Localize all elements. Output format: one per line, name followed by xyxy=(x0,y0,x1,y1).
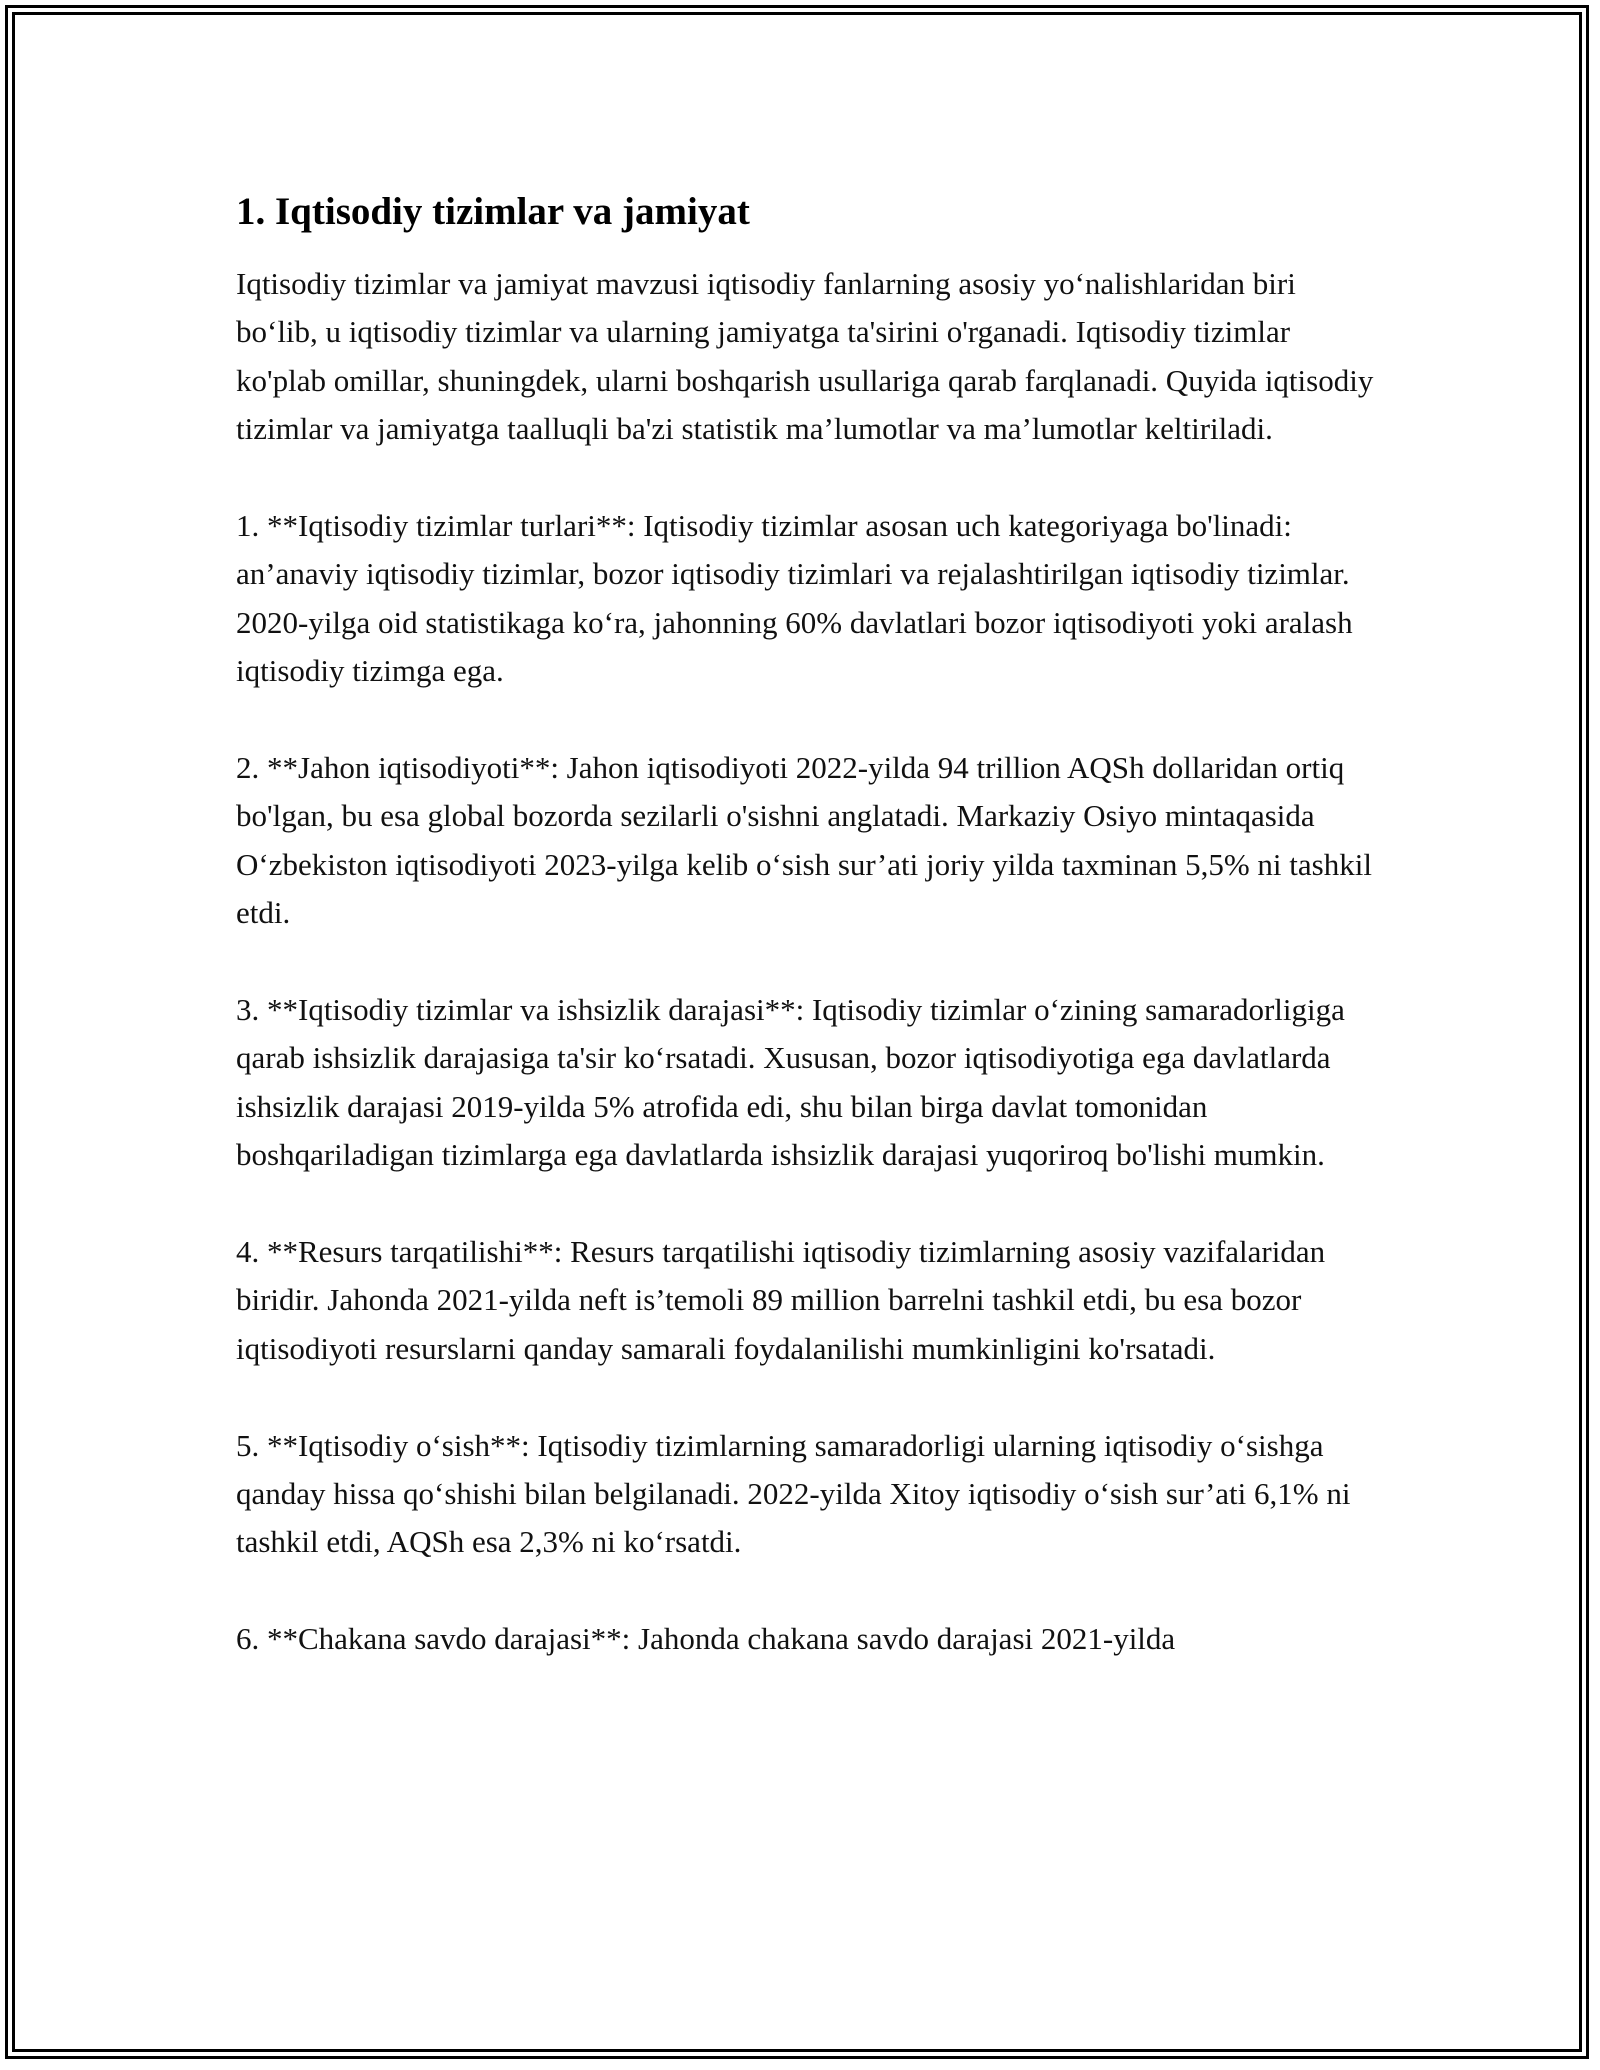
paragraph-unemployment: 3. **Iqtisodiy tizimlar va ishsizlik darajasi**: Iqtisodiy tizimlar o‘zining samaradorligiga qarab ishsizlik darajasiga ta'sir ko‘rsatadi. Xususan, bozor iqtisodiyotiga ega davlatlarda ishsizlik darajasi 2019-yilda 5% atrofida edi, shu bilan birga davlat tomonidan boshqariladigan tizimlarga ega davlatlarda ishsizlik darajasi yuqoriroq bo'lishi mumkin. xyxy=(236,992,1345,1173)
paragraph-economic-growth: 5. **Iqtisodiy o‘sish**: Iqtisodiy tizimlarning samaradorligi ularning iqtisodiy o‘sishga qanday hissa qo‘shishi bilan belgilanadi. 2022-yilda Xitoy iqtisodiy o‘sish sur’ati 6,1% ni tashkil etdi, AQSh esa 2,3% ni ko‘rsatdi. xyxy=(236,1427,1351,1560)
document-title: 1. Iqtisodiy tizimlar va jamiyat xyxy=(236,190,750,233)
intro-paragraph: Iqtisodiy tizimlar va jamiyat mavzusi iqtisodiy fanlarning asosiy yo‘nalishlaridan biri bo‘lib, u iqtisodiy tizimlar va ularning jamiyatga ta'sirini o'rganadi. Iqtisodiy tizimlar ko'plab omillar, shuningdek, ularni boshqarish usullariga qarab farqlanadi. Quyida iqtisodiy tizimlar va jamiyatga taalluqli ba'zi statistik ma’lumotlar va ma’lumotlar keltiriladi. xyxy=(236,266,1374,447)
document-body xyxy=(236,186,1376,1712)
paragraph-world-economy: 2. **Jahon iqtisodiyoti**: Jahon iqtisodiyoti 2022-yilda 94 trillion AQSh dollaridan ortiq bo'lgan, bu esa global bozorda sezilarli o'sishni anglatadi. Markaziy Osiyo mintaqasida O‘zbekiston iqtisodiyoti 2023-yilga kelib o‘sish sur’ati joriy yilda taxminan 5,5% ni tashkil etdi. xyxy=(236,750,1372,931)
paragraph-resource-distribution: 4. **Resurs tarqatilishi**: Resurs tarqatilishi iqtisodiy tizimlarning asosiy vazifalaridan biridir. Jahonda 2021-yilda neft is’temoli 89 million barrelni tashkil etdi, bu esa bozor iqtisodiyoti resurslarni qanday samarali foydalanilishi mumkinligini ko'rsatadi. xyxy=(236,1234,1326,1366)
paragraph-retail-trade: 6. **Chakana savdo darajasi**: Jahonda chakana savdo darajasi 2021-yilda xyxy=(236,1621,1176,1657)
paragraph-economic-system-types: 1. **Iqtisodiy tizimlar turlari**: Iqtisodiy tizimlar asosan uch kategoriyaga bo'linadi: an’anaviy iqtisodiy tizimlar, bozor iqtisodiy tizimlari va rejalashtirilgan iqtisodiy tizimlar. 2020-yilga oid statistikaga ko‘ra, jahonning 60% davlatlari bozor iqtisodiyoti yoki aralash iqtisodiy tizimga ega. xyxy=(236,508,1353,689)
